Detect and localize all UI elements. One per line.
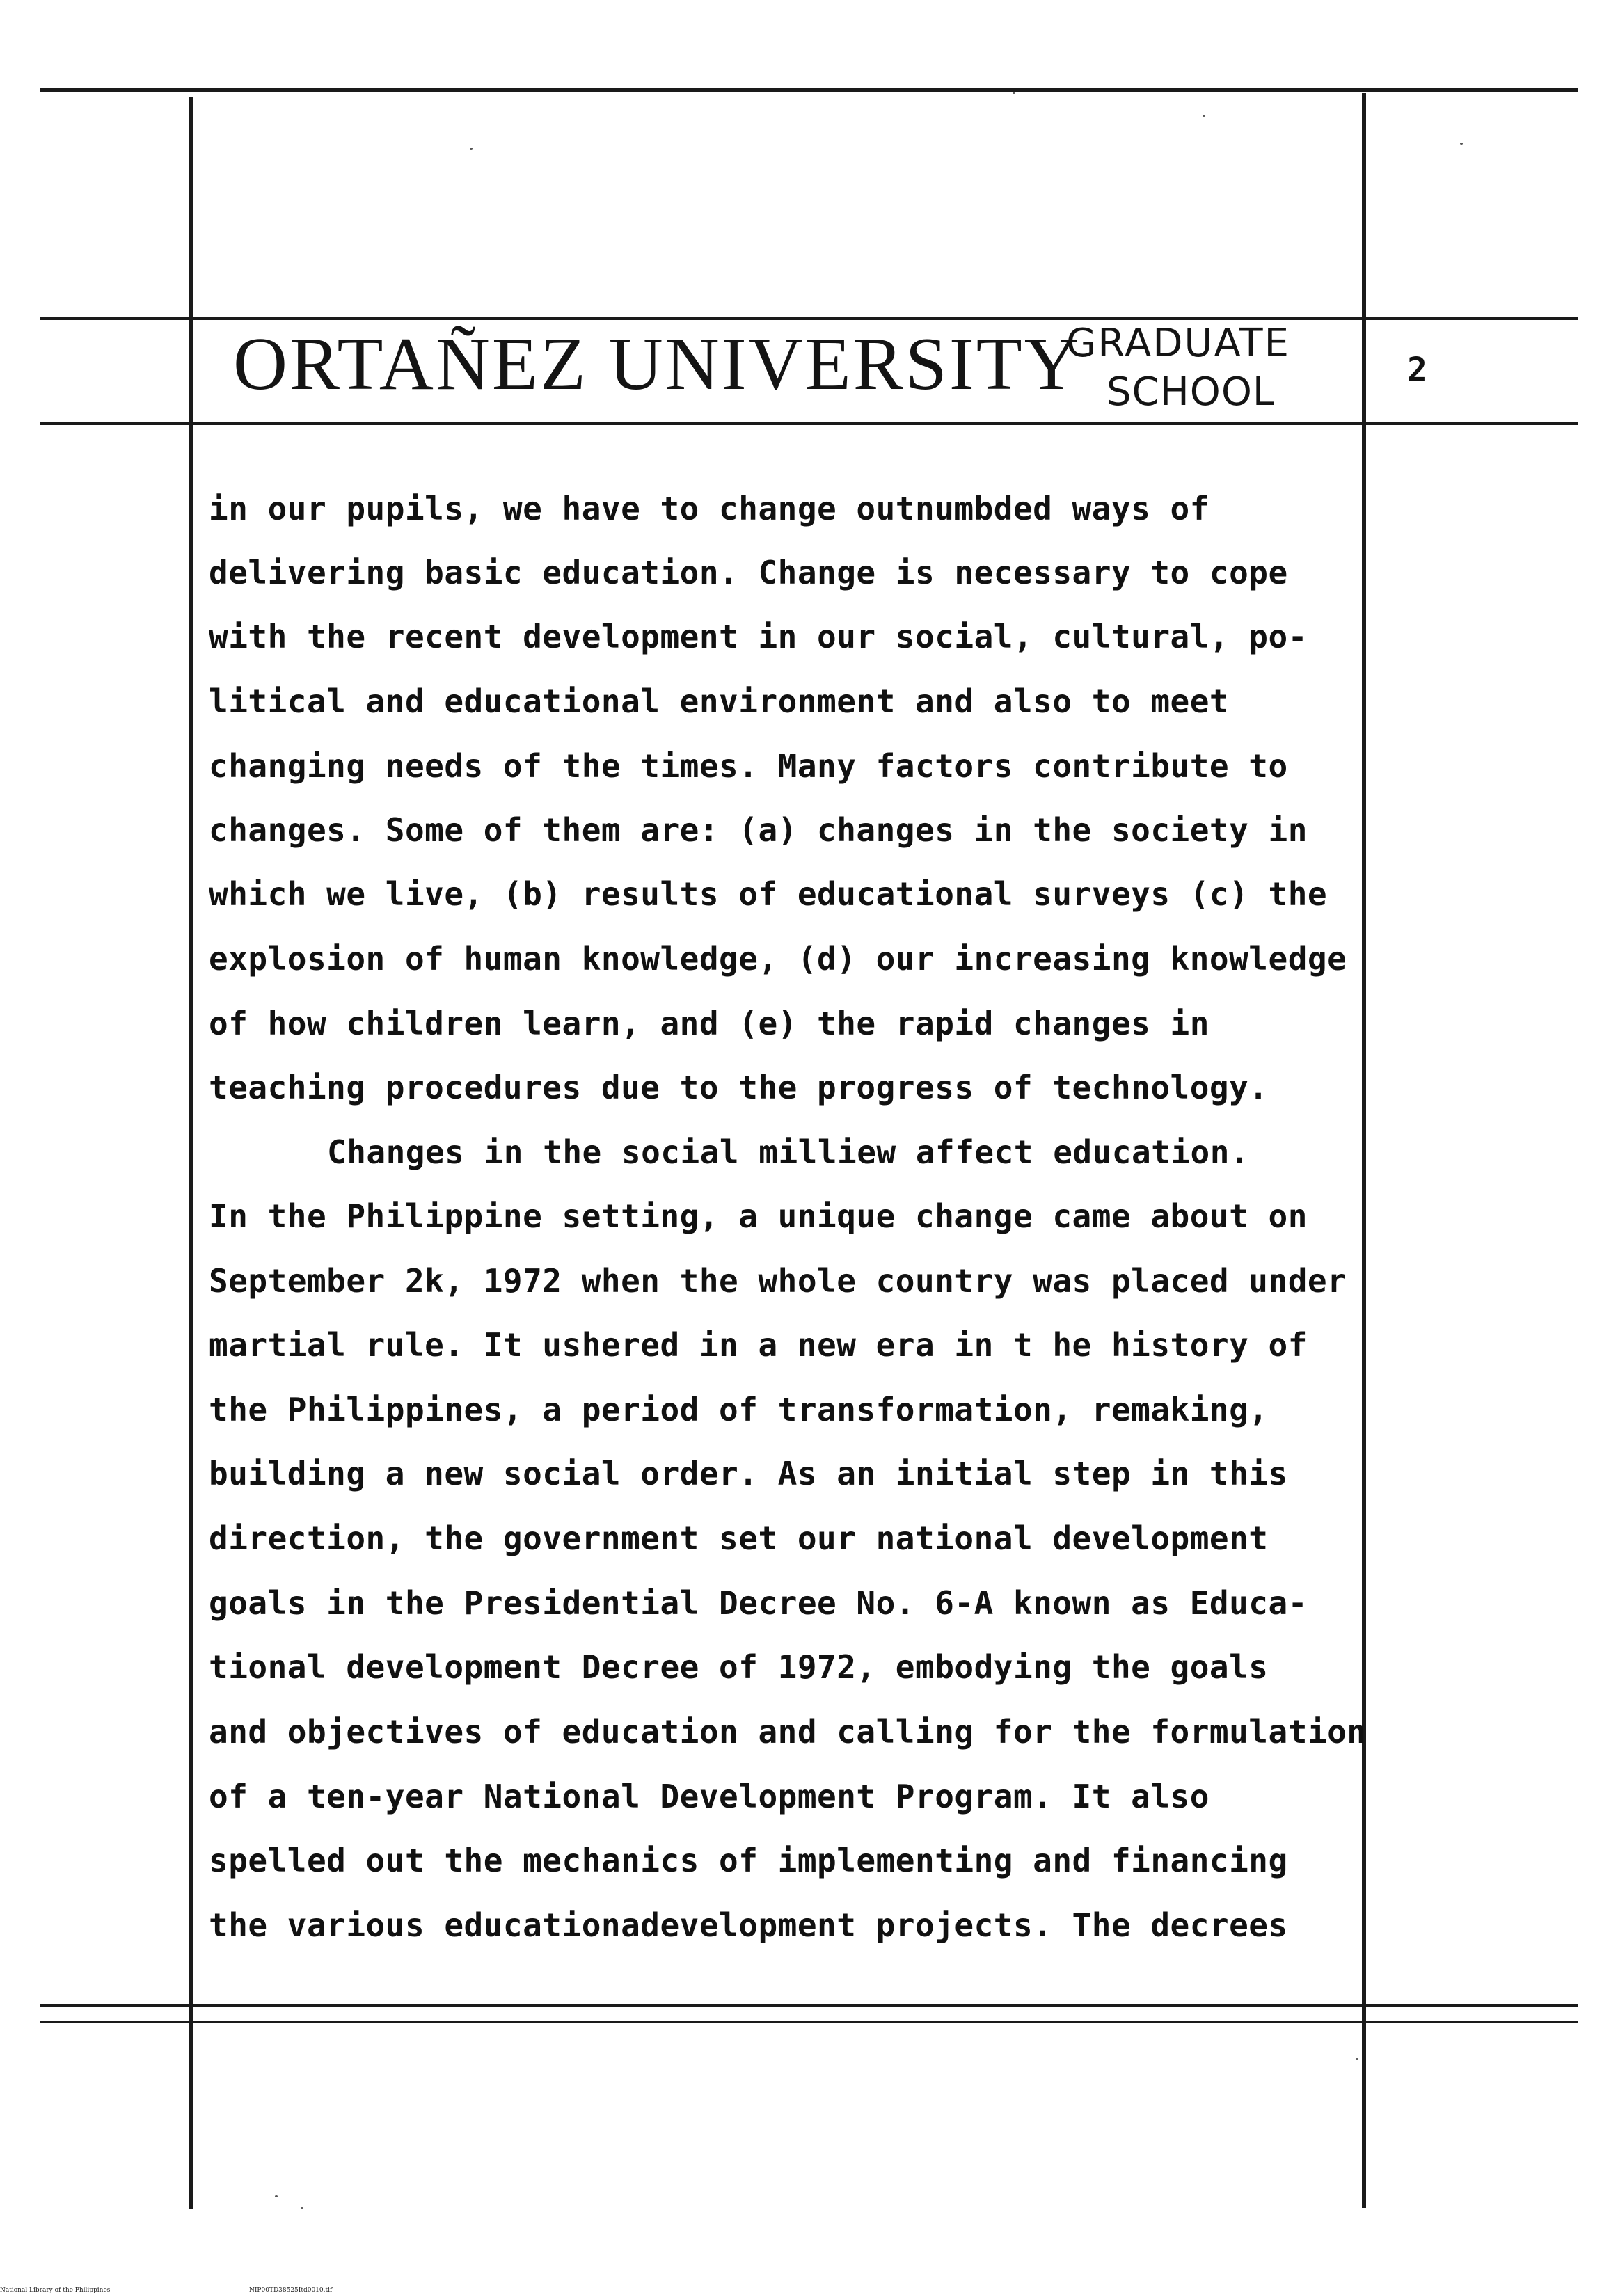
text-line: the Philippines, a period of transformation, remaking, [209, 1391, 1269, 1428]
text-line: and objectives of education and calling for the formulation [209, 1713, 1367, 1751]
body-bottom-rule [40, 2004, 1578, 2007]
lower-rule [40, 2021, 1578, 2023]
left-margin-rule [189, 97, 193, 2209]
text-line: with the recent development in our social, cultural, po- [209, 618, 1308, 655]
text-line: changing needs of the times. Many factors contribute to [209, 747, 1288, 785]
scan-speck [301, 2207, 303, 2209]
university-name: ORTAÑEZ UNIVERSITY [233, 323, 1081, 406]
text-line: goals in the Presidential Decree No. 6-A known as Educa- [209, 1584, 1308, 1622]
archive-credit: National Library of the Philippines [0, 2287, 111, 2294]
text-line: In the Philippine setting, a unique change came about on [209, 1197, 1308, 1235]
page-number: 2 [1407, 351, 1427, 390]
text-line: spelled out the mechanics of implementing and financing [209, 1842, 1288, 1879]
text-line: martial rule. It ushered in a new era in t he history of [209, 1326, 1308, 1364]
text-line: of how children learn, and (e) the rapid changes in [209, 1005, 1209, 1042]
scan-speck [1460, 143, 1463, 145]
scan-speck [275, 2195, 278, 2197]
text-line: building a new social order. As an initial step in this [209, 1455, 1288, 1492]
scan-speck [1356, 2058, 1358, 2060]
division-label-top: GRADUATE [1066, 321, 1291, 366]
header-top-rule [40, 317, 1578, 320]
text-line: teaching procedures due to the progress of technology. [209, 1069, 1269, 1106]
text-line: in our pupils, we have to change outnumbded ways of [209, 490, 1209, 527]
scan-speck [1203, 115, 1205, 117]
text-line: direction, the government set our national development [209, 1520, 1269, 1557]
text-line: changes. Some of them are: (a) changes in the society in [209, 811, 1308, 849]
header-bottom-rule [40, 422, 1578, 425]
text-line: of a ten-year National Development Program. It also [209, 1778, 1209, 1815]
text-line: tional development Decree of 1972, embodying the goals [209, 1648, 1269, 1686]
text-line: September 2k, 1972 when the whole country was placed under [209, 1262, 1347, 1300]
scan-speck [1013, 92, 1015, 94]
text-line: which we live, (b) results of educational surveys (c) the [209, 875, 1328, 913]
text-line: Changes in the social milliew affect education. [327, 1133, 1250, 1171]
top-rule [40, 88, 1578, 92]
scan-speck [470, 148, 473, 150]
right-margin-rule [1362, 93, 1366, 2208]
text-line: the various educationadevelopment projects. The decrees [209, 1906, 1288, 1944]
text-line: delivering basic education. Change is necessary to cope [209, 554, 1288, 591]
text-line: explosion of human knowledge, (d) our increasing knowledge [209, 940, 1347, 978]
scan-filename: NIP00TD38525Itd0010.tif [249, 2287, 333, 2294]
division-label-bottom: SCHOOL [1107, 369, 1276, 415]
text-line: litical and educational environment and also to meet [209, 683, 1230, 720]
